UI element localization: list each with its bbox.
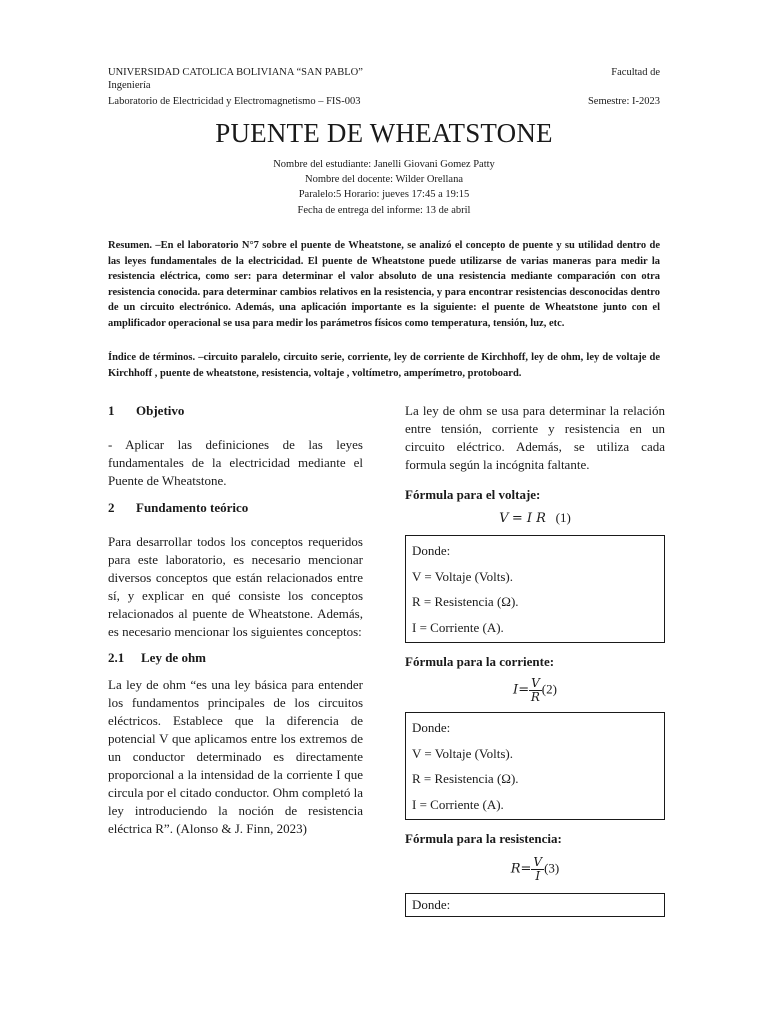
equation-lhs: V — [499, 511, 509, 526]
fraction — [529, 677, 542, 704]
formula-corriente-heading: Fórmula para la corriente: — [405, 654, 555, 669]
definition-line: V = Voltaje (Volts). — [412, 745, 513, 761]
definition-line: I = Corriente (A). — [412, 796, 504, 812]
definition-line: Donde: — [412, 720, 451, 735]
student-name: Nombre del estudiante: Janelli Giovani Gomez Patty — [273, 159, 495, 170]
section-title: Ley de ohm — [141, 650, 206, 665]
definition-line: R = Resistencia (Ω). — [412, 594, 519, 609]
header-line-2 — [108, 95, 660, 108]
equation-lhs: R — [510, 861, 521, 877]
teacher-name: Nombre del docente: Wilder Orellana — [305, 174, 463, 186]
schedule: Paralelo:5 Horario: jueves 17:45 a 19:15 — [298, 189, 470, 201]
faculty-continued: Ingeniería — [108, 80, 151, 91]
section-objetivo-heading — [108, 402, 363, 420]
definition-line: Donde: — [412, 897, 451, 912]
equation-number: (3) — [544, 860, 560, 876]
section-number: 2.1 — [108, 650, 125, 665]
section-title: Fundamento teórico — [136, 500, 249, 515]
faculty-label: Facultad de — [611, 67, 660, 78]
fraction-numerator: V — [533, 855, 543, 869]
definition-line: I = Corriente (A). — [412, 619, 504, 635]
equation-rhs: = I R — [511, 511, 546, 526]
equation-number: (1) — [555, 510, 571, 525]
section-number: 1 — [108, 403, 115, 418]
lab-name: Laboratorio de Electricidad y Electromagnetismo – FIS-003 — [108, 96, 361, 107]
university-name: UNIVERSIDAD CATOLICA BOLIVIANA “SAN PABLO” — [108, 67, 363, 78]
equation-3: R= $\frac{V}{I}$ (3) — [510, 855, 560, 883]
definition-line: Donde: — [412, 543, 451, 558]
delivery-date: Fecha de entrega del informe: 13 de abril — [297, 204, 471, 216]
left-column — [108, 402, 363, 838]
section-title: Objetivo — [136, 403, 185, 418]
index-terms: Índice de términos. –circuito paralelo, circuito serie, corriente, ley de corriente de Kirchhoff, ley de ohm, ley de voltaje de Kirchhoff , puente de wheatstone, resistencia, voltaje , voltímetro, amperímetro, protoboard. — [108, 352, 660, 379]
formula-resistencia-heading: Fórmula para la resistencia: — [405, 831, 562, 846]
header-line-1 — [108, 66, 660, 92]
ohm-intro-text: La ley de ohm se usa para determinar la relación entre tensión, corriente y resistencia en un circuito eléctrico. Además, se utiliza cada formula según la incógnita faltante. — [405, 403, 665, 472]
objetivo-text: - Aplicar las definiciones de las leyes fundamentales de la electricidad mediante el Puente de Wheatstone. — [108, 437, 363, 488]
definitions-box-2 — [405, 712, 665, 820]
ley-ohm-text: La ley de ohm “es una ley básica para entender los fundamentos principales de los circuitos eléctricos. Establece que la diferencia de potencial V que aplicamos entre los extremos de un conductor determinado es directamente proporcional a la intensidad de la corriente I que circula por el citado conductor. Ohm completó la ley introduciendo la noción de resistencia eléctrica R”. (Alonso & J. Finn, 2023) — [108, 677, 363, 836]
equation-lhs: I — [513, 682, 519, 698]
equation-1 — [405, 509, 665, 528]
fraction-denominator: R — [530, 690, 540, 704]
abstract: Resumen. –En el laboratorio N°7 sobre el puente de Wheatstone, se analizó el concepto de puente y su utilidad dentro de las leyes fundamentales de la electricidad. El puente de Wheatstone puede utilizarse de varias maneras para medir la resistencia eléctrica, como ser: para determinar el valor absoluto de una resistencia mediante comparación con otra resistencia conocida. para determinar cambios relativos en la resistencia, y para encontrar resistencias desconocidas dentro de un circuito electrónico. Además, una aplicación importante es la siguiente: el puente de Wheatstone junto con el amplificador operacional se usa para medir los parámetros físicos como temperatura, tensión, luz, etc. — [108, 240, 660, 329]
fraction-numerator: V — [531, 676, 540, 690]
formula-voltaje-heading: Fórmula para el voltaje: — [405, 487, 541, 502]
equation-2: I= $\frac{V}{R}$ (2) — [513, 676, 557, 704]
page-title: PUENTE DE WHEATSTONE — [215, 118, 553, 148]
semester-label: Semestre: I-2023 — [587, 96, 660, 107]
equation-number: (2) — [541, 681, 557, 697]
definition-line: R = Resistencia (Ω). — [412, 771, 519, 786]
fraction-denominator: I — [535, 869, 541, 883]
definitions-box-1 — [405, 535, 665, 643]
section-ley-ohm-heading — [108, 649, 363, 667]
fraction — [531, 856, 544, 883]
right-column — [405, 402, 665, 917]
definitions-box-3 — [405, 893, 665, 917]
fundamento-text: Para desarrollar todos los conceptos requeridos para este laboratorio, es necesario mencionar diversos conceptos que están relacionados entre sí, y explicar en qué consiste los conceptos relacionados al puente de Wheatstone. Además, es necesario mencionar los siguientes conceptos: — [108, 534, 363, 639]
definition-line: V = Voltaje (Volts). — [412, 568, 513, 584]
section-fundamento-heading — [108, 499, 363, 517]
author-meta — [108, 157, 660, 218]
section-number: 2 — [108, 500, 115, 515]
